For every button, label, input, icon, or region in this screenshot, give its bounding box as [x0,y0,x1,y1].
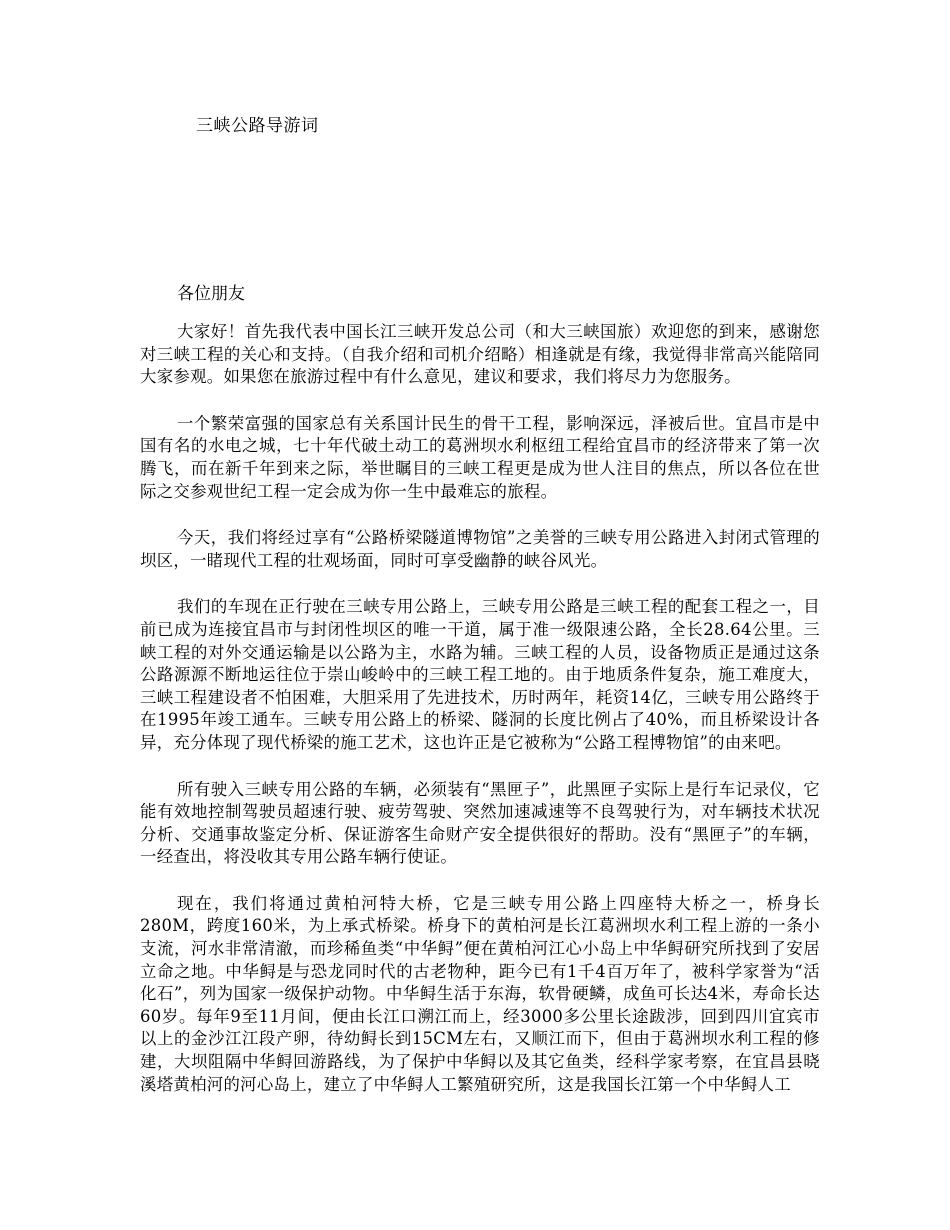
document-body [140,282,820,1096]
paragraph-route-intro: 今天，我们将经过享有“公路桥梁隧道博物馆”之美誉的三峡专用公路进入封闭式管理的坝区，一睹现代工程的壮观场面，同时可享受幽静的峡谷风光。 [140,528,820,570]
salutation: 各位朋友 [177,284,245,304]
document-title: 三峡公路导游词 [196,116,319,136]
paragraph-huangbai-bridge: 现在，我们将通过黄柏河特大桥，它是三峡专用公路上四座特大桥之一，桥身长280M，跨度160米，为上承式桥梁。桥身下的黄柏河是长江葛洲坝水利工程上游的一条小支流，河水非常清澈，而珍稀鱼类“中华鲟”便在黄柏河江心小岛上中华鲟研究所找到了安居立命之地。中华鲟是与恐龙同时代的古老物种，距今已有1千4百万年了，被科学家誉为“活化石”，列为国家一级保护动物。中华鲟生活于东海，软骨硬鳞，成鱼可长达4米，寿命长达60岁。每年9至11月间，便由长江口溯江而上，经3000多公里长途跋涉，回到四川宜宾市以上的金沙江江段产卵，待幼鲟长到15CM左右，又顺江而下，但由于葛洲坝水利工程的修建，大坝阻隔中华鲟回游路线，为了保护中华鲟以及其它鱼类，经科学家考察，在宜昌县晓溪塔黄柏河的河心岛上，建立了中华鲟人工繁殖研究所，这是我国长江第一个中华鲟人工 [140,893,820,1094]
paragraph-welcome: 大家好！首先我代表中国长江三峡开发总公司（和大三峡国旅）欢迎您的到来，感谢您对三峡工程的关心和支持。（自我介绍和司机介绍略）相逢就是有缘，我觉得非常高兴能陪同大家参观。如果您在旅游过程中有什么意见，建议和要求，我们将尽力为您服务。 [140,322,820,387]
paragraph-black-box: 所有驶入三峡专用公路的车辆，必须装有“黑匣子”，此黑匣子实际上是行车记录仪，它能有效地控制驾驶员超速行驶、疲劳驾驶、突然加速减速等不良驾驶行为，对车辆技术状况分析、交通事故鉴定分析、保证游客生命财产安全提供很好的帮助。没有“黑匣子”的车辆，一经查出，将没收其专用公路车辆行使证。 [140,779,820,867]
paragraph-highway-details: 我们的车现在正行驶在三峡专用公路上，三峡专用公路是三峡工程的配套工程之一，目前已成为连接宜昌市与封闭性坝区的唯一干道，属于准一级限速公路，全长28.64公里。三峡工程的对外交通运输是以公路为主，水路为辅。三峡工程的人员，设备物质正是通过这条公路源源不断地运往位于崇山峻岭中的三峡工程工地的。由于地质条件复杂，施工难度大，三峡工程建设者不怕困难，大胆采用了先进技术，历时两年，耗资14亿，三峡专用公路终于在1995年竣工通车。三峡专用公路上的桥梁、隧洞的长度比例占了40%，而且桥梁设计各异，充分体现了现代桥梁的施工艺术，这也许正是它被称为“公路工程博物馆”的由来吧。 [140,597,820,752]
paragraph-project-background: 一个繁荣富强的国家总有关系国计民生的骨干工程，影响深远，泽被后世。宜昌市是中国有名的水电之城，七十年代破土动工的葛洲坝水利枢纽工程给宜昌市的经济带来了第一次腾飞，而在新千年到来之际，举世瞩目的三峡工程更是成为世人注目的焦点，所以各位在世际之交参观世纪工程一定会成为你一生中最难忘的旅程。 [140,413,820,501]
